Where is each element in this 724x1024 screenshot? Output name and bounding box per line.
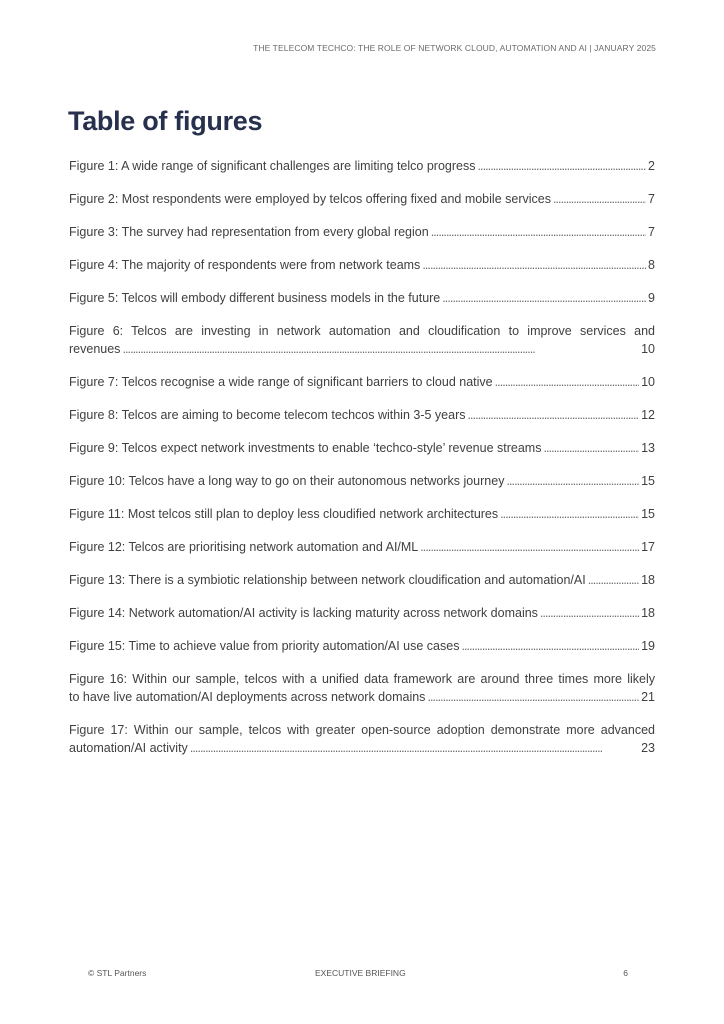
toc-entry-page: 10	[641, 375, 655, 389]
toc-entry-page: 18	[641, 606, 655, 620]
dot-leader	[540, 604, 639, 622]
toc-entry-text: Figure 4: The majority of respondents were from network teams	[69, 258, 421, 272]
toc-entry-page: 7	[648, 225, 655, 239]
toc-entry-text: Figure 9: Telcos expect network investments to enable ‘techco-style’ revenue streams	[69, 441, 542, 455]
toc-entry[interactable]	[69, 472, 655, 490]
dot-leader	[461, 637, 639, 655]
page-title: Table of figures	[68, 106, 263, 136]
toc-entry-page: 21	[641, 690, 655, 704]
toc-entry[interactable]	[69, 373, 655, 391]
toc-entry-text: Figure 2: Most respondents were employed by telcos offering fixed and mobile services	[69, 192, 551, 206]
toc-entry-text-continued: automation/AI activity	[69, 741, 188, 755]
dot-leader	[506, 472, 639, 490]
toc-entry-text: Figure 13: There is a symbiotic relationship between network cloudification and automation/AI	[69, 573, 586, 587]
toc-entry-text: Figure 11: Most telcos still plan to deploy less cloudified network architectures	[69, 507, 499, 521]
toc-entry[interactable]	[69, 505, 655, 523]
toc-entry-page: 18	[641, 573, 655, 587]
dot-leader	[500, 505, 639, 523]
toc-entry[interactable]	[69, 406, 655, 424]
toc-entry[interactable]	[69, 439, 655, 457]
dot-leader	[553, 190, 646, 208]
toc-entry-text: Figure 10: Telcos have a long way to go on their autonomous networks journey	[69, 474, 505, 488]
toc-entry-text: Figure 8: Telcos are aiming to become telecom techcos within 3-5 years	[69, 408, 466, 422]
dot-leader	[588, 571, 639, 589]
toc-entry-page: 7	[648, 192, 655, 206]
toc-entry-text: Figure 14: Network automation/AI activity is lacking maturity across network domains	[69, 606, 538, 620]
toc-entry-text: Figure 7: Telcos recognise a wide range of significant barriers to cloud native	[69, 375, 493, 389]
toc-entry-text: Figure 3: The survey had representation from every global region	[69, 225, 429, 239]
toc-entry-text: Figure 6: Telcos are investing in network automation and cloudification to improve services and	[69, 324, 655, 338]
toc-entry-page: 2	[648, 159, 655, 173]
dot-leader	[190, 739, 639, 757]
toc-entry-page: 12	[641, 408, 655, 422]
toc-entry-page: 19	[641, 639, 655, 653]
dot-leader	[543, 439, 639, 457]
toc-entry[interactable]	[69, 571, 655, 589]
dot-leader	[422, 256, 646, 274]
toc-entry-page: 13	[641, 441, 655, 455]
toc-entry[interactable]	[69, 604, 655, 622]
toc-entry[interactable]	[69, 157, 655, 175]
toc-entry-page: 8	[648, 258, 655, 272]
dot-leader	[467, 406, 639, 424]
dot-leader	[427, 688, 639, 706]
toc-entry-page: 17	[641, 540, 655, 554]
dot-leader	[442, 289, 646, 307]
toc-entry[interactable]	[69, 223, 655, 241]
toc-entry[interactable]	[69, 256, 655, 274]
running-header: THE TELECOM TECHCO: THE ROLE OF NETWORK CLOUD, AUTOMATION AND AI | JANUARY 2025	[253, 43, 656, 53]
toc-entry-text: Figure 17: Within our sample, telcos with greater open-source adoption demonstrate more advanced	[69, 723, 655, 737]
dot-leader	[477, 157, 646, 175]
toc-entry-text: Figure 15: Time to achieve value from priority automation/AI use cases	[69, 639, 460, 653]
toc-entry[interactable]	[69, 190, 655, 208]
toc-entry[interactable]	[69, 637, 655, 655]
dot-leader	[420, 538, 639, 556]
toc-entry[interactable]	[69, 538, 655, 556]
toc-entry-text-continued: to have live automation/AI deployments across network domains	[69, 690, 426, 704]
toc-entry-text: Figure 1: A wide range of significant challenges are limiting telco progress	[69, 159, 476, 173]
toc-entry[interactable]	[69, 289, 655, 307]
footer-page-number: 6	[623, 968, 628, 978]
footer-label: EXECUTIVE BRIEFING	[315, 968, 406, 978]
page-footer	[88, 968, 628, 980]
toc-entry-page: 9	[648, 291, 655, 305]
footer-copyright: © STL Partners	[88, 968, 147, 978]
toc-entry[interactable]	[69, 721, 655, 757]
dot-leader	[495, 373, 639, 391]
dot-leader	[431, 223, 646, 241]
toc-entry[interactable]	[69, 322, 655, 358]
toc-entry-page: 23	[641, 741, 655, 755]
toc-entry-page: 15	[641, 507, 655, 521]
toc-entry[interactable]	[69, 670, 655, 706]
toc-entry-text: Figure 5: Telcos will embody different business models in the future	[69, 291, 441, 305]
dot-leader	[122, 340, 639, 358]
toc-entry-page: 15	[641, 474, 655, 488]
toc-entry-text: Figure 16: Within our sample, telcos with a unified data framework are around three times more likely	[69, 672, 655, 686]
toc-entry-text: Figure 12: Telcos are prioritising network automation and AI/ML	[69, 540, 419, 554]
toc-entry-page: 10	[641, 342, 655, 356]
toc-entry-text-continued: revenues	[69, 342, 121, 356]
table-of-figures-list	[69, 157, 655, 772]
